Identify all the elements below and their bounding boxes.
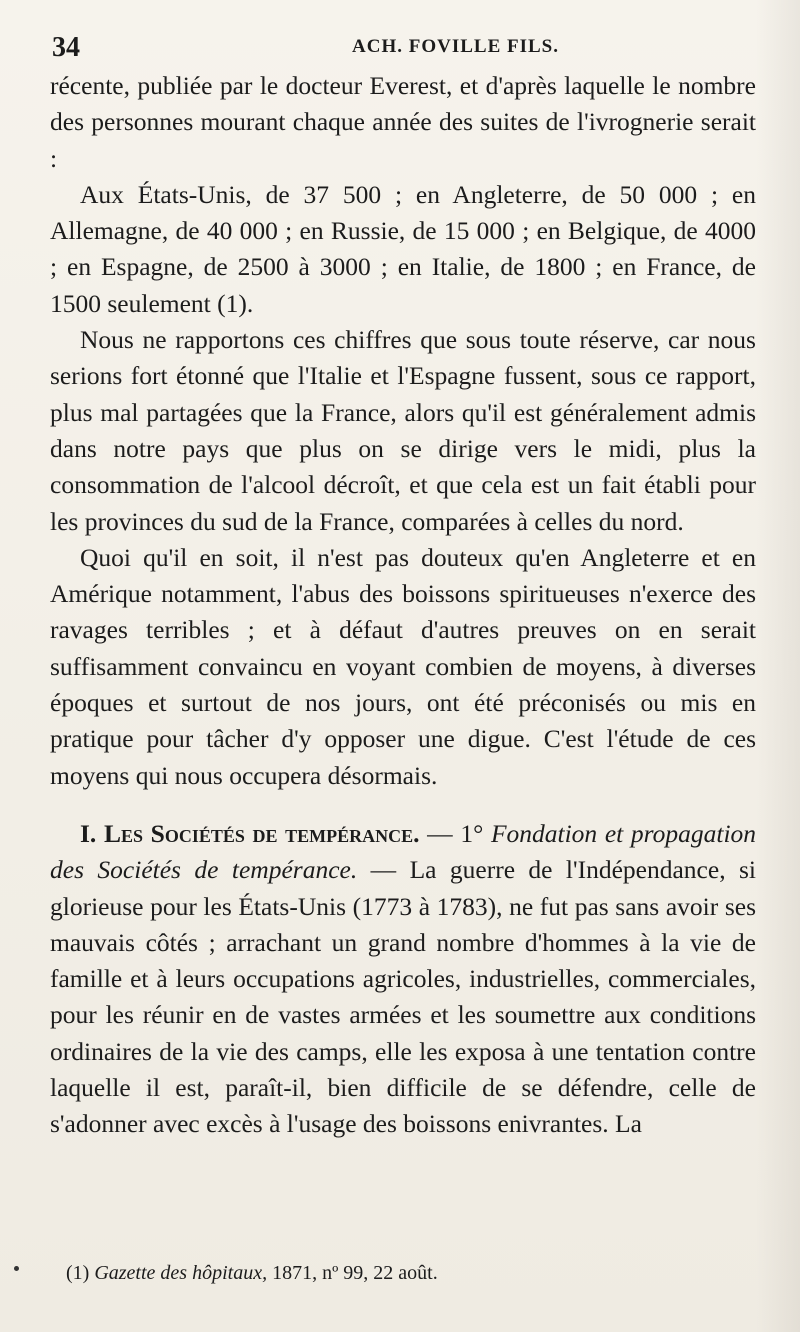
margin-dot [14,1266,19,1271]
paragraph-statistics: Aux États-Unis, de 37 500 ; en Angleterre, de 50 000 ; en Allemagne, de 40 000 ; en Russie, de 15 000 ; en Belgique, de 4000 ; en Espagne, de 2500 à 3000 ; en Italie, de 1800 ; en France, de 1500 seulement (1). [50,179,756,318]
section-number: I. [80,818,97,848]
running-head [52,32,752,62]
subsection-number: 1° [460,818,484,848]
running-title: ACH. FOVILLE FILS. [352,36,559,57]
paragraph-continuation: récente, publiée par le docteur Everest, et d'après laquelle le nombre des personnes mourant chaque année des suites de l'ivrognerie serait : [50,71,756,173]
body-text [50,68,756,1143]
page-gutter-shadow [756,0,800,1332]
footnote [66,1262,438,1285]
section-heading: Les Sociétés de tempérance. [103,818,420,848]
section-paragraph [50,816,756,1143]
section-text: — La guerre de l'Indépendance, si glorieuse pour les États-Unis (1773 à 1783), ne fut pas sans avoir ses mauvais côtés ; arrachant un grand nombre d'hommes à la vie de famille et à leurs occupations agricoles, industrielles, commerciales, pour les réunir en de vastes armées et les soumettre aux conditions ordinaires de la vie des camps, elle les exposa à une tentation contre laquelle il est, paraît-il, bien difficile de se défendre, celle de s'adonner avec excès à l'usage des boissons enivrantes. La [50,855,756,1139]
footnote-source: Gazette des hôpitaux, [94,1262,268,1284]
footnote-details: 1871, nº 99, 22 août. [272,1262,438,1284]
paragraph-abuse: Quoi qu'il en soit, il n'est pas douteux qu'en Angleterre et en Amérique notamment, l'abus des boissons spiritueuses n'exerce des ravages terribles ; et à défaut d'autres preuves on en serait suffisamment convaincu en voyant combien de moyens, à diverses époques et surtout de nos jours, ont été préconisés ou mis en pratique pour tâcher d'y opposer une digue. C'est l'étude de ces moyens qui nous occupera désormais. [50,542,756,790]
section-dash: — [419,818,461,848]
paragraph-reservation: Nous ne rapportons ces chiffres que sous toute réserve, car nous serions fort étonné que l'Italie et l'Espagne fussent, sous ce rapport, plus mal partagées que la France, alors qu'il est généralement admis dans notre pays que plus on se dirige vers le midi, plus la consommation de l'alcool décroît, et que cela est un fait établi pour les provinces du sud de la France, comparées à celles du nord. [50,325,756,536]
page-number: 34 [52,32,80,63]
subsection-title: Fondation et propagation des Sociétés de tempérance. [50,818,757,885]
footnote-marker: (1) [66,1262,90,1284]
